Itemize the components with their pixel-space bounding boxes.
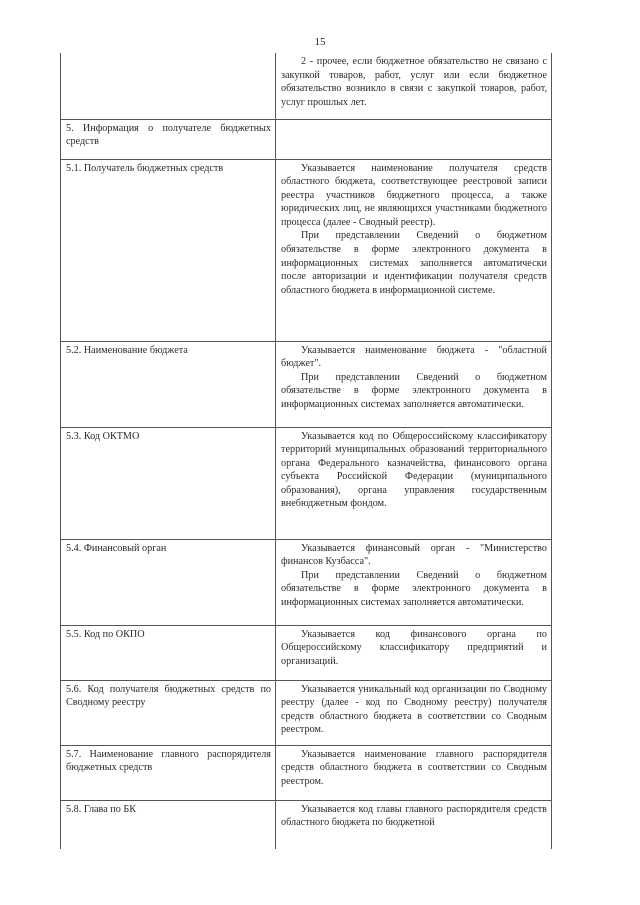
table-row: [61, 119, 552, 159]
field-name-cell: [61, 745, 276, 800]
description-paragraph: 2 - прочее, если бюджетное обязательство не связано с закупкой товаров, работ, услуг или если бюджетное обязательство возникло в связи с закупкой товаров, работ, услуг прошлых лет.: [281, 56, 547, 108]
field-name: 5.8. Глава по БК: [66, 803, 137, 815]
field-name-cell: [61, 341, 276, 427]
field-name-cell: [61, 800, 276, 849]
description-paragraph: При представлении Сведений о бюджетном обязательстве в форме электронного документа в информационных системах заполняется автоматически.: [281, 371, 547, 410]
description-paragraph: Указывается наименование бюджета - "областной бюджет".: [281, 344, 547, 370]
field-name: 5.4. Финансовый орган: [66, 542, 167, 554]
field-description-cell: [276, 745, 552, 800]
description-paragraph: Указывается код финансового органа по Общероссийскому классификатору предприятий и организаций.: [281, 628, 547, 667]
field-description-cell: [276, 539, 552, 625]
description-paragraph: Указывается финансовый орган - "Министерство финансов Кузбасса".: [281, 542, 547, 568]
field-name: 5.2. Наименование бюджета: [66, 344, 188, 356]
field-description-cell: [276, 680, 552, 745]
field-description-cell: [276, 427, 552, 539]
field-name: 5.7. Наименование главного распорядителя бюджетных средств: [66, 748, 271, 774]
field-name: 5.5. Код по ОКПО: [66, 628, 145, 640]
field-name-cell: [61, 680, 276, 745]
description-paragraph: При представлении Сведений о бюджетном обязательстве в форме электронного документа в информационных системах заполняется автоматически.: [281, 569, 547, 608]
table-row: [61, 680, 552, 745]
field-description-cell: [276, 800, 552, 849]
description-paragraph: Указывается код по Общероссийскому классификатору территорий муниципальных образований территориального органа Федерального казначейства, финансового органа субъекта Российской Федерации (муниципального образования), органа управления государственным внебюджетным фондом.: [281, 430, 547, 510]
field-name-cell: [61, 625, 276, 680]
table-row: [61, 539, 552, 625]
field-name-cell: [61, 427, 276, 539]
field-name: 5.1. Получатель бюджетных средств: [66, 162, 224, 174]
field-name-cell: [61, 119, 276, 159]
table-row: [61, 53, 552, 119]
description-paragraph: При представлении Сведений о бюджетном обязательстве в форме электронного документа в информационных системах заполняется автоматически после авторизации и идентификации получателя средств областного бюджета в информационной системе.: [281, 230, 547, 296]
table-row: [61, 427, 552, 539]
description-paragraph: Указывается уникальный код организации по Сводному реестру (далее - код по Сводному реестру) получателя средств областного бюджета в соответствии со Сводным реестром.: [281, 683, 547, 736]
page-number: 15: [314, 36, 326, 48]
description-paragraph: Указывается наименование получателя средств областного бюджета, соответствующее реестровой записи реестра участников бюджетного процесса, а также юридических лиц, не являющихся участниками бюджетного процесса (далее - Сводный реестр).: [281, 162, 547, 228]
field-name-cell: [61, 159, 276, 341]
field-description-cell: [276, 341, 552, 427]
field-description-cell: [276, 625, 552, 680]
field-description-cell: [276, 53, 552, 119]
table-row: [61, 159, 552, 341]
field-name-cell: [61, 53, 276, 119]
description-paragraph: Указывается наименование главного распорядителя средств областного бюджета в соответствии со Сводным реестром.: [281, 748, 547, 787]
table-row: [61, 341, 552, 427]
field-name: 5. Информация о получателе бюджетных средств: [66, 122, 271, 148]
field-description-cell: [276, 159, 552, 341]
requisites-table: [60, 53, 552, 849]
field-description-cell: [276, 119, 552, 159]
table-row: [61, 625, 552, 680]
field-name-cell: [61, 539, 276, 625]
table-row: [61, 800, 552, 849]
field-name: 5.3. Код ОКТМО: [66, 430, 140, 442]
field-name: 5.6. Код получателя бюджетных средств по Сводному реестру: [66, 683, 271, 709]
description-paragraph: Указывается код главы главного распорядителя средств областного бюджета по бюджетной: [281, 803, 547, 829]
table-row: [61, 745, 552, 800]
